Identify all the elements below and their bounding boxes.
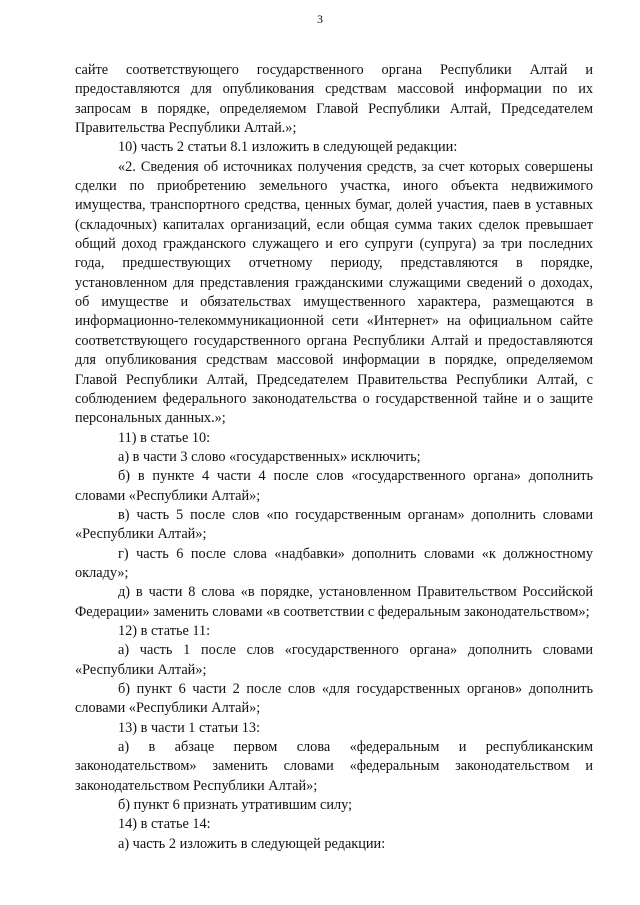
paragraph: а) в части 3 слово «государственных» исключить; (118, 448, 421, 465)
paragraph: б) пункт 6 признать утратившим силу; (118, 797, 353, 814)
paragraph: в) часть 5 после слов «по государственным органам» дополнить словами «Республики Алтай»; (75, 506, 593, 543)
paragraph: 10) часть 2 статьи 8.1 изложить в следующей редакции: (118, 139, 458, 156)
paragraph: сайте соответствующего государственного органа Республики Алтай и предоставляются для опубликования средствам массовой информации по их запросам в порядке, определяемом Главой Республики Алтай, Председателем Правительства Республики Алтай.»; (75, 62, 593, 137)
paragraph: 12) в статье 11: (118, 622, 211, 639)
paragraph: б) пункт 6 части 2 после слов «для государственных органов» дополнить словами «Республики Алтай»; (75, 681, 593, 717)
paragraph: б) в пункте 4 части 4 после слов «государственного органа» дополнить словами «Республики Алтай»; (75, 468, 593, 504)
paragraph: а) в абзаце первом слова «федеральным и республиканским законодательством» заменить словами «федеральным законодательством и законодательством Республики Алтай»; (75, 739, 593, 794)
paragraph: д) в части 8 слова «в порядке, установленном Правительством Российской Федерации» заменить словами «в соответствии с федеральным законодательством»; (75, 584, 593, 620)
paragraph: г) часть 6 после слова «надбавки» дополнить словами «к должностному окладу»; (75, 545, 593, 581)
paragraph: «2. Сведения об источниках получения средств, за счет которых совершены сделки по приобретению земельного участка, иного объекта недвижимого имущества, транспортного средства, ценных бумаг, долей участия, паев в уставных (складочных) капиталах организаций, если общая сумма таких сделок превышает общий доход гражданского служащего и его супруги (супруга) за три последних года, предшествующих отчетному периоду, представляются в порядке, установленном для представления гражданскими служащими сведений о доходах, об имуществе и обязательствах имущественного характера, размещаются в информационно-телекоммуникационной сети «Интернет» на официальном сайте соответствующего государственного органа Республики Алтай и предоставляются для опубликования средствам массовой информации в порядке, определяемом Главой Республики Алтай, Председателем Правительства Республики Алтай, с соблюдением федерального законодательства о государственной тайне и о защите персональных данных.»; (75, 158, 593, 427)
document-body (75, 61, 593, 854)
paragraph: а) часть 1 после слов «государственного органа» дополнить словами «Республики Алтай»; (75, 642, 593, 678)
paragraph: 11) в статье 10: (118, 429, 211, 446)
paragraph: 13) в части 1 статьи 13: (118, 719, 261, 736)
paragraph: а) часть 2 изложить в следующей редакции: (118, 835, 386, 852)
paragraph: 14) в статье 14: (118, 816, 211, 833)
page-number: 3 (317, 12, 323, 26)
